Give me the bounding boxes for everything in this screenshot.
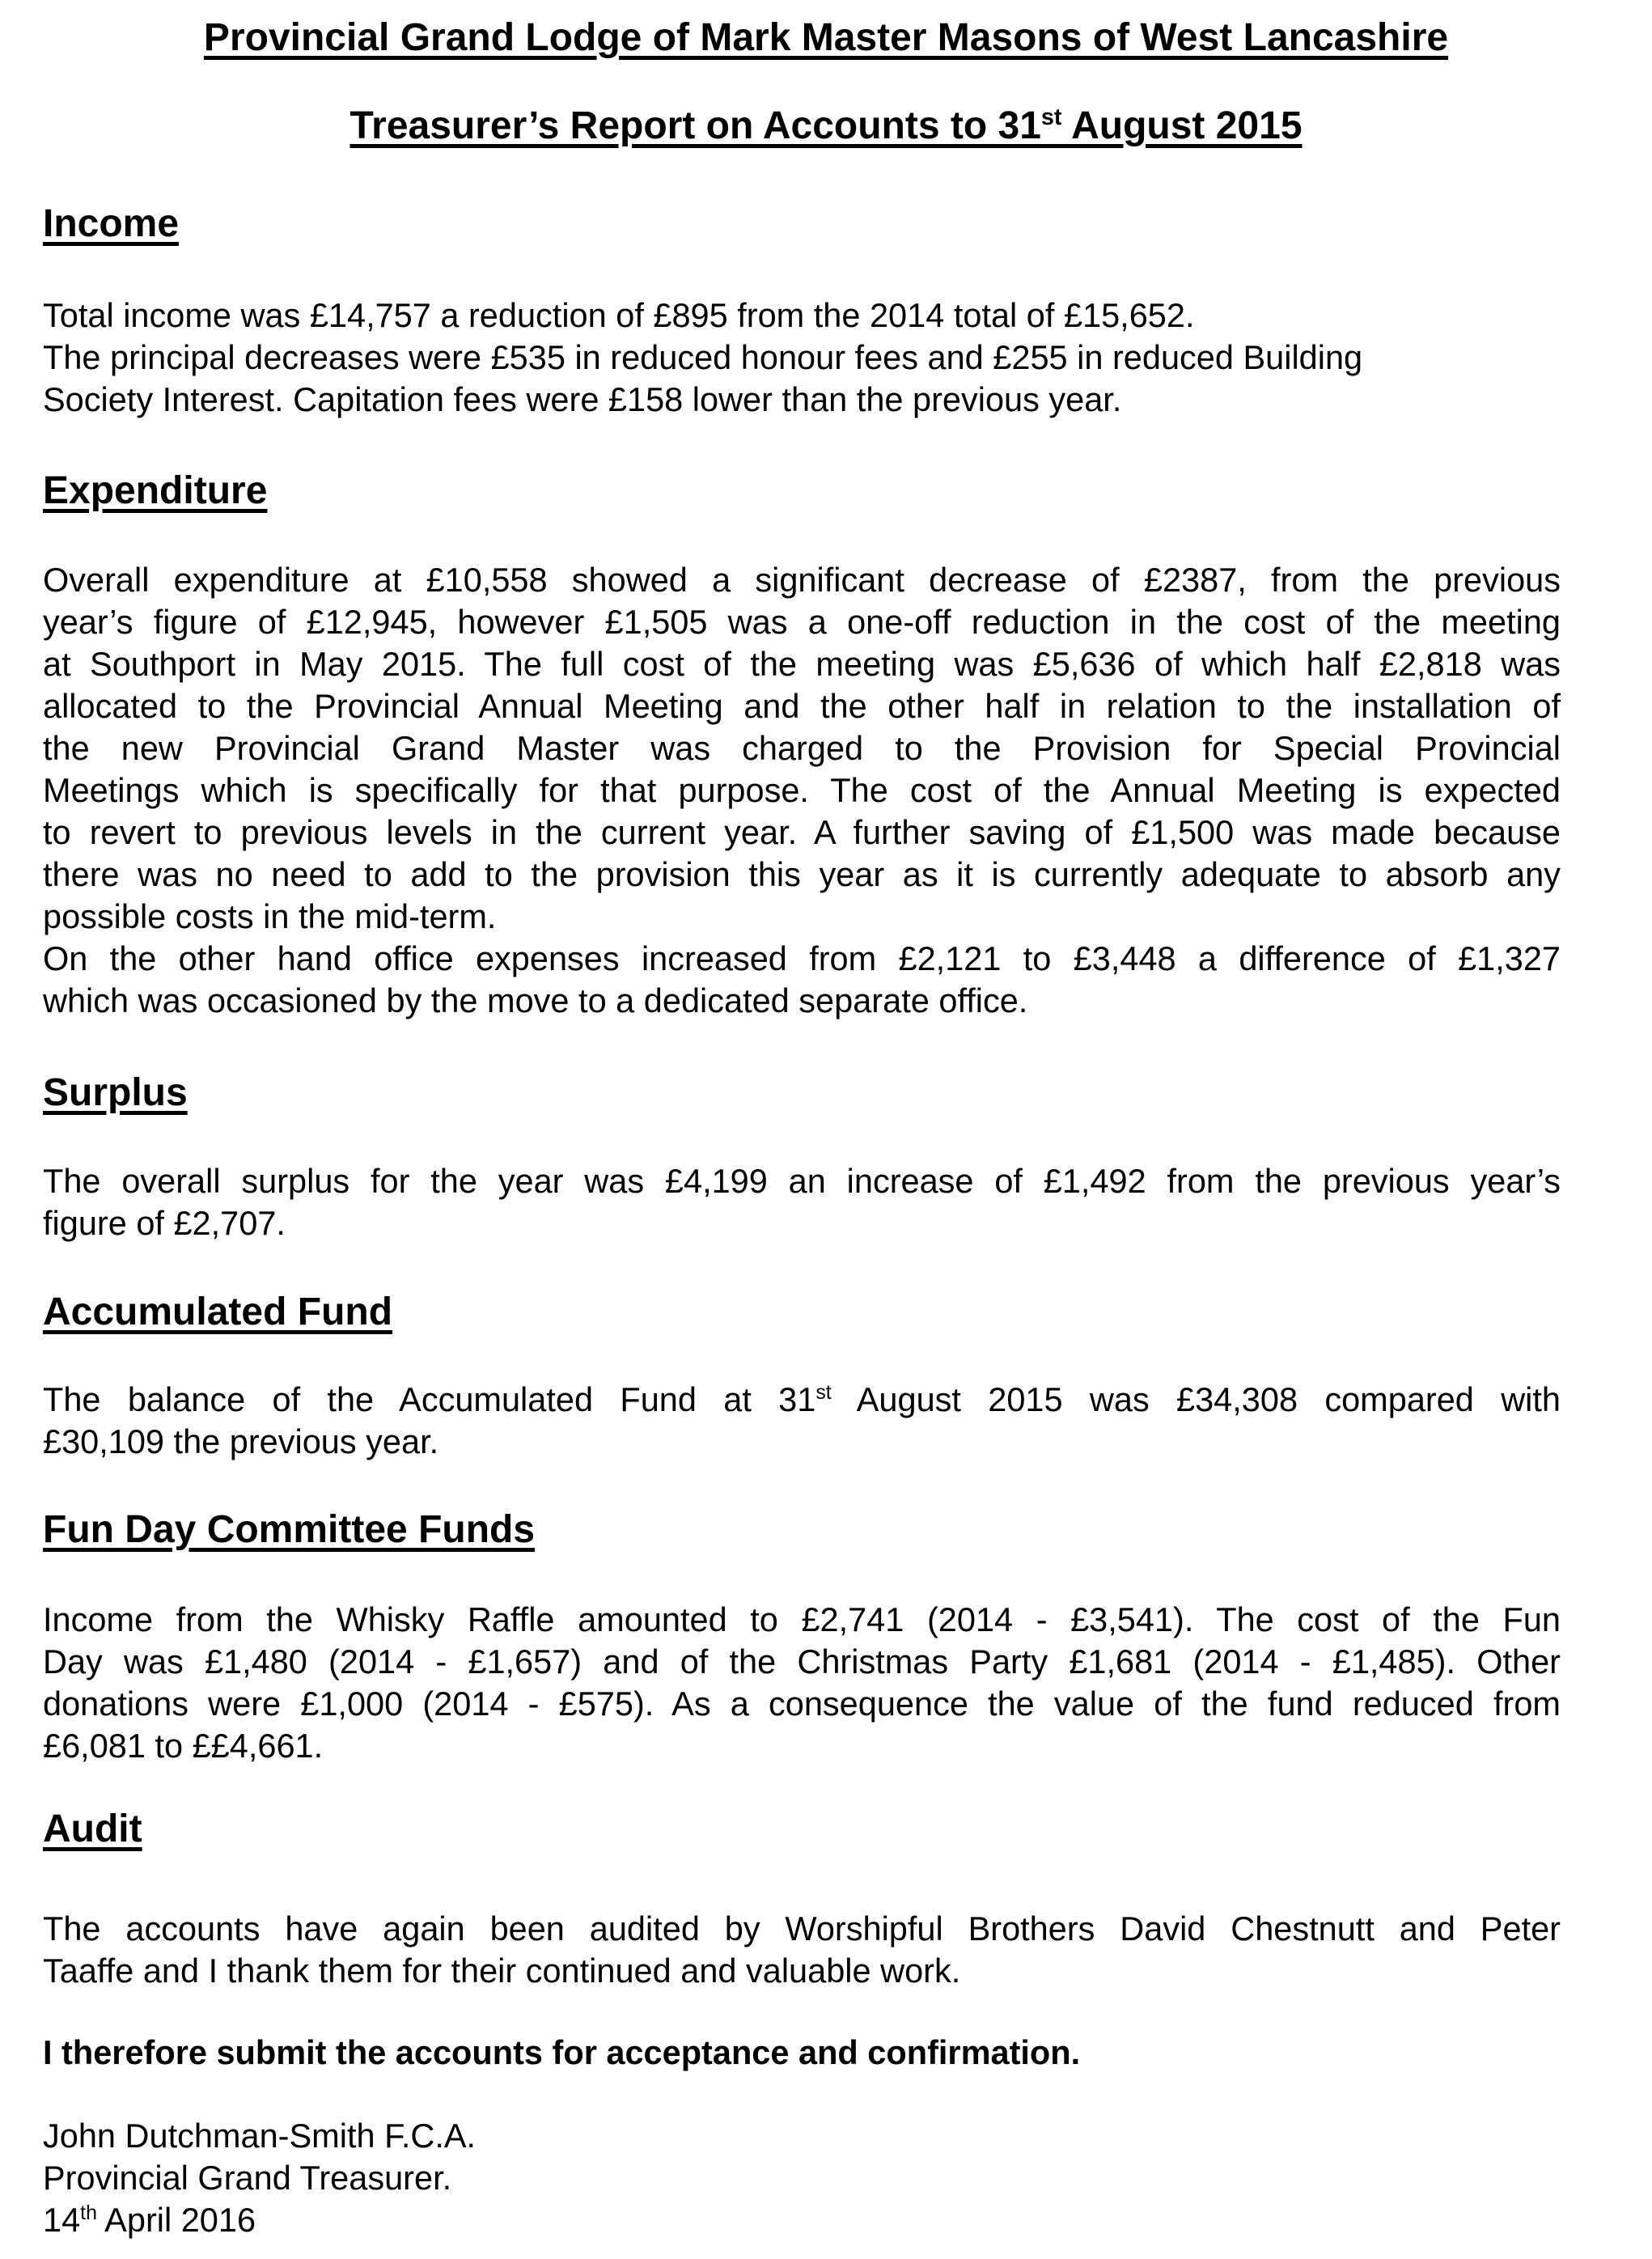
text-line: Overall expenditure at £10,558 showed a significant decrease of £2387, from the previous	[43, 561, 1561, 599]
text-line: Day was £1,480 (2014 - £1,657) and of the Christmas Party £1,681 (2014 - £1,485). Other	[43, 1642, 1561, 1680]
text-line: the new Provincial Grand Master was charged to the Provision for Special Provincial	[43, 729, 1561, 767]
text-line: The accounts have again been audited by Worshipful Brothers David Chestnutt and Peter	[43, 1909, 1561, 1947]
text-line: Total income was £14,757 a reduction of £895 from the 2014 total of £15,652.	[43, 296, 1195, 334]
signature-date: 14th April 2016	[43, 2201, 256, 2239]
text-line: Income from the Whisky Raffle amounted to £2,741 (2014 - £3,541). The cost of the Fun	[43, 1600, 1561, 1638]
text-line: figure of £2,707.	[43, 1204, 286, 1242]
report-title: Provincial Grand Lodge of Mark Master Masons of West Lancashire	[203, 16, 1449, 59]
text-line: donations were £1,000 (2014 - £575). As a consequence the value of the fund reduced from	[43, 1685, 1561, 1723]
text-line: The balance of the Accumulated Fund at 31st August 2015 was £34,308 compared with	[43, 1380, 1561, 1418]
section-heading-fun-day-committee-funds: Fun Day Committee Funds	[43, 1508, 536, 1551]
submission-statement: I therefore submit the accounts for acceptance and confirmation.	[43, 2033, 1081, 2071]
text-line: Taaffe and I thank them for their continued and valuable work.	[43, 1952, 961, 1990]
text-line: £30,109 the previous year.	[43, 1422, 439, 1460]
signatory-name: John Dutchman-Smith F.C.A.	[43, 2117, 477, 2155]
text-line: to revert to previous levels in the current year. A further saving of £1,500 was made because	[43, 813, 1561, 851]
section-heading-audit: Audit	[43, 1808, 142, 1850]
audit-paragraph	[43, 1908, 1561, 1992]
text-line: Society Interest. Capitation fees were £158 lower than the previous year.	[43, 380, 1122, 418]
section-heading-income: Income	[43, 202, 180, 245]
report-subtitle: Treasurer’s Report on Accounts to 31st August 2015	[349, 104, 1303, 147]
section-heading-expenditure: Expenditure	[43, 469, 268, 512]
text-line: The overall surplus for the year was £4,199 an increase of £1,492 from the previous year’s	[43, 1162, 1561, 1200]
expenditure-paragraph-1	[43, 559, 1561, 938]
expenditure-paragraph-2	[43, 938, 1561, 1022]
expenditure-paragraphs	[43, 559, 1561, 1022]
accumulated-fund-paragraph	[43, 1379, 1561, 1463]
text-line: Meetings which is specifically for that purpose. The cost of the Annual Meeting is expected	[43, 771, 1561, 809]
text-line: possible costs in the mid-term.	[43, 897, 497, 935]
signatory-role: Provincial Grand Treasurer.	[43, 2159, 452, 2197]
signature-block	[43, 2115, 1561, 2241]
text-line: at Southport in May 2015. The full cost of the meeting was £5,636 of which half £2,818 was	[43, 645, 1561, 683]
income-paragraph	[43, 295, 1561, 421]
text-line: allocated to the Provincial Annual Meeting and the other half in relation to the installation of	[43, 687, 1561, 725]
fun-day-paragraph	[43, 1599, 1561, 1767]
section-heading-surplus: Surplus	[43, 1071, 188, 1114]
section-heading-accumulated-fund: Accumulated Fund	[43, 1291, 393, 1333]
surplus-paragraph	[43, 1160, 1561, 1244]
text-line: year’s figure of £12,945, however £1,505 was a one-off reduction in the cost of the meeting	[43, 603, 1561, 641]
text-line: £6,081 to ££4,661.	[43, 1727, 324, 1765]
text-line: On the other hand office expenses increased from £2,121 to £3,448 a difference of £1,327	[43, 939, 1561, 977]
text-line: The principal decreases were £535 in reduced honour fees and £255 in reduced Building	[43, 338, 1363, 376]
text-line: there was no need to add to the provision this year as it is currently adequate to absorb any	[43, 855, 1561, 893]
text-line: which was occasioned by the move to a dedicated separate office.	[43, 981, 1028, 1019]
